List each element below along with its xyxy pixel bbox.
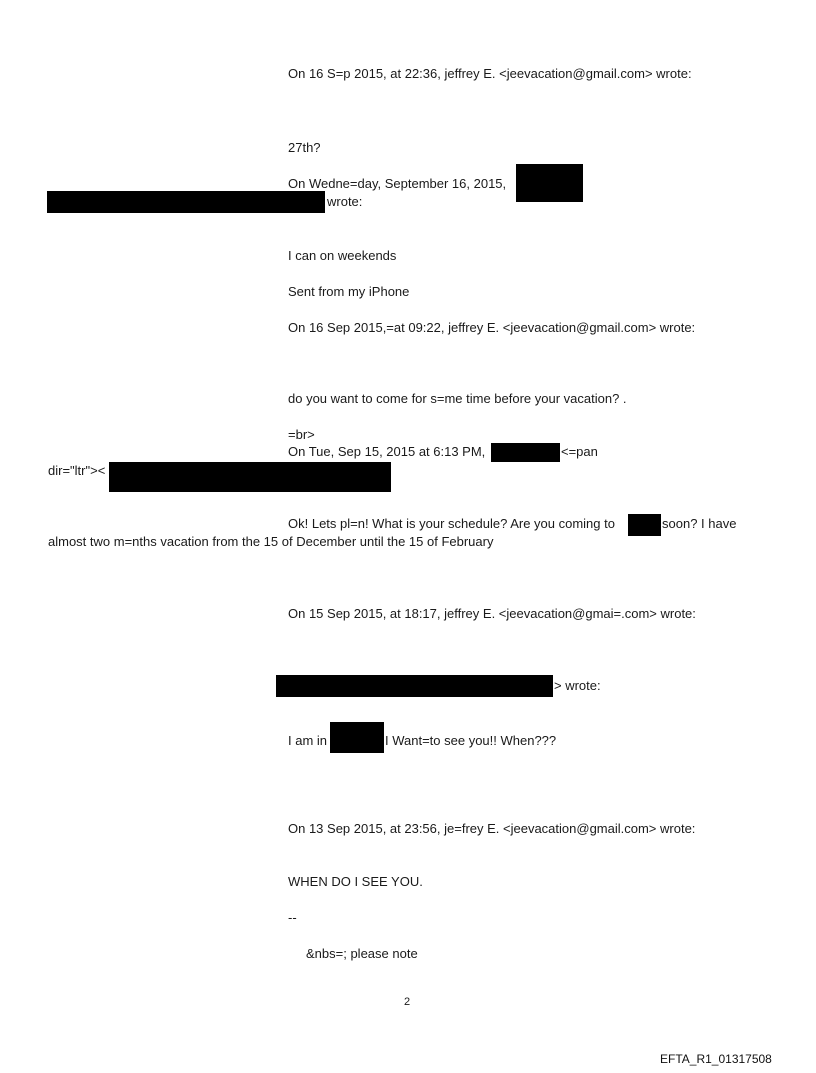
email-header-line: wrote: [327, 194, 363, 209]
body-text: do you want to come for s=me time before your vacation? . [288, 391, 627, 406]
email-header-line: On 16 Sep 2015,=at 09:22, jeffrey E. <jeevacation@gmail.com> wrote: [288, 320, 696, 335]
redaction-box [330, 722, 384, 753]
redaction-box [628, 514, 661, 536]
redaction-box [109, 462, 391, 492]
body-text: Ok! Lets pl=n! What is your schedule? Are you coming to [288, 516, 615, 531]
email-header-line: On Wedne=day, September 16, 2015, [288, 176, 507, 191]
body-text: &nbs=; please note [306, 946, 418, 961]
email-header-line: On Tue, Sep 15, 2015 at 6:13 PM, [288, 444, 486, 459]
body-text: -- [288, 910, 297, 925]
body-text: =br> [288, 427, 315, 442]
redaction-box [516, 164, 583, 202]
body-text: almost two m=nths vacation from the 15 of December until the 15 of February [48, 534, 494, 549]
email-header-line: > wrote: [554, 678, 601, 693]
email-header-line: On 16 S=p 2015, at 22:36, jeffrey E. <jeevacation@gmail.com> wrote: [288, 66, 692, 81]
page-number: 2 [404, 996, 411, 1008]
body-text: I Want=to see you!! When??? [385, 733, 557, 748]
body-text: WHEN DO I SEE YOU. [288, 874, 423, 889]
body-text: <=pan [561, 444, 598, 459]
redaction-box [491, 443, 560, 462]
document-id-footer: EFTA_R1_01317508 [660, 1052, 772, 1066]
redaction-box [276, 675, 553, 697]
body-text: I am in [288, 733, 328, 748]
body-text: dir="ltr">< [48, 463, 106, 478]
email-header-line: On 13 Sep 2015, at 23:56, je=frey E. <jeevacation@gmail.com> wrote: [288, 821, 696, 836]
body-text: soon? I have [662, 516, 737, 531]
body-text: I can on weekends [288, 248, 397, 263]
redaction-box [47, 191, 325, 213]
email-header-line: On 15 Sep 2015, at 18:17, jeffrey E. <jeevacation@gmai=.com> wrote: [288, 606, 696, 621]
body-text: 27th? [288, 140, 321, 155]
body-text: Sent from my iPhone [288, 284, 410, 299]
